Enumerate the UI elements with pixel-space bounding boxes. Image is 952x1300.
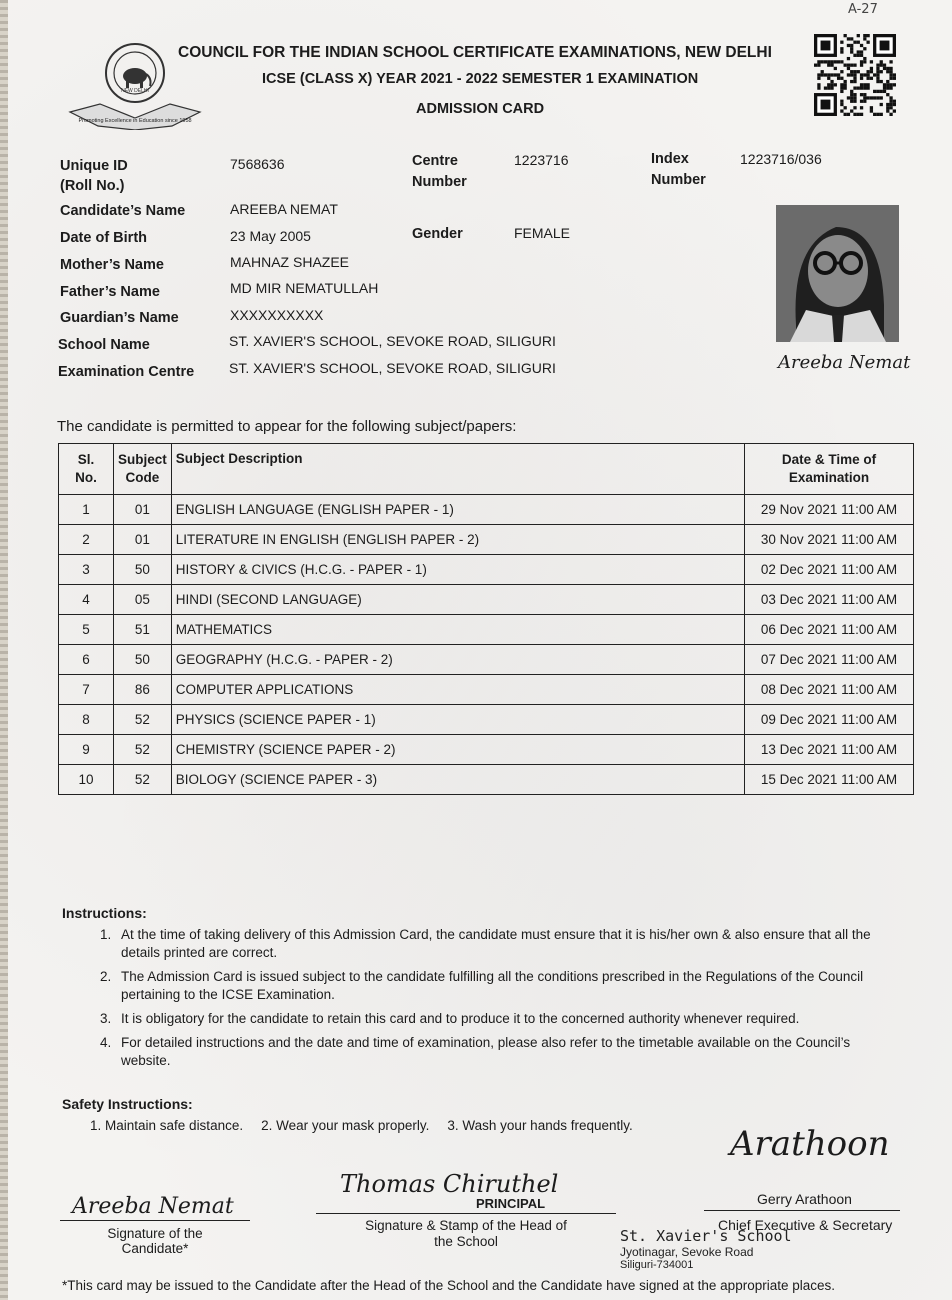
instruction-item: 3. It is obligatory for the candidate to retain this card and to produce it to the concerned authority whenever required. [115,1010,892,1028]
exam-date-cell: 29 Nov 2021 11:00 AM [745,495,914,525]
exam-date-cell: 02 Dec 2021 11:00 AM [745,555,914,585]
secretary-title: Chief Executive & Secretary [718,1217,893,1233]
index-number-value: 1223716/036 [740,151,822,167]
secretary-name: Gerry Arathoon [757,1191,852,1207]
exam-date-cell: 30 Nov 2021 11:00 AM [745,525,914,555]
guardian-name-value: XXXXXXXXXX [230,307,324,323]
safety-item: 3. Wash your hands frequently. [447,1118,633,1133]
subject-code-cell: 52 [114,735,172,765]
safety-item: 1. Maintain safe distance. [90,1118,244,1133]
table-row [59,705,914,735]
safety-item: 2. Wear your mask properly. [261,1118,430,1133]
exam-date-cell: 15 Dec 2021 11:00 AM [745,765,914,795]
school-stamp-city: Siliguri-734001 [620,1259,694,1271]
safety-section [62,1096,633,1133]
exam-date-cell: 13 Dec 2021 11:00 AM [745,735,914,765]
subjects-intro: The candidate is permitted to appear for the following subject/papers: [57,418,517,435]
subject-description-cell: PHYSICS (SCIENCE PAPER - 1) [171,705,744,735]
subject-description-cell: GEOGRAPHY (H.C.G. - PAPER - 2) [171,645,744,675]
table-row [59,555,914,585]
sl-no-cell: 1 [59,495,114,525]
svg-text:NEW DELHI: NEW DELHI [121,88,149,94]
sl-no-cell: 9 [59,735,114,765]
instruction-item: 4. For detailed instructions and the date and time of examination, please also refer to the timetable available on the Council’s website. [115,1034,892,1070]
candidate-name-value: AREEBA NEMAT [230,201,338,217]
subject-code-cell: 01 [114,525,172,555]
table-row [59,645,914,675]
table-row [59,675,914,705]
subjects-table [58,443,914,795]
instruction-item: 1. At the time of taking delivery of this Admission Card, the candidate must ensure that it is his/her own & also ensure that all the details printed are correct. [115,926,892,962]
sl-no-cell: 4 [59,585,114,615]
table-row [59,765,914,795]
subject-code-cell: 05 [114,585,172,615]
table-row [59,615,914,645]
subject-description-cell: HISTORY & CIVICS (H.C.G. - PAPER - 1) [171,555,744,585]
subject-description-cell: CHEMISTRY (SCIENCE PAPER - 2) [171,735,744,765]
subject-description-cell: BIOLOGY (SCIENCE PAPER - 3) [171,765,744,795]
centre-number-label: Number [412,174,467,190]
safety-title: Safety Instructions: [62,1096,193,1112]
index-label: Index [651,151,689,167]
qr-code [812,34,898,116]
council-name: COUNCIL FOR THE INDIAN SCHOOL CERTIFICATE EXAMINATIONS, NEW DELHI [178,44,772,61]
mother-name-label: Mother’s Name [60,257,164,273]
header-date-time: Date & Time of Examination [745,444,914,495]
subject-code-cell: 50 [114,645,172,675]
subject-code-cell: 52 [114,765,172,795]
subject-code-cell: 86 [114,675,172,705]
document-title: ADMISSION CARD [416,101,545,117]
sl-no-cell: 6 [59,645,114,675]
exam-title: ICSE (CLASS X) YEAR 2021 - 2022 SEMESTER 1 EXAMINATION [262,71,699,87]
candidate-name-label: Candidate’s Name [60,203,186,219]
reference-mark: A-27 [848,2,878,17]
school-name-value: ST. XAVIER'S SCHOOL, SEVOKE ROAD, SILIGURI [229,333,556,349]
mother-name-value: MAHNAZ SHAZEE [230,254,350,270]
secretary-signature-line [704,1210,900,1211]
table-header-row [59,444,914,495]
school-stamp [620,1228,792,1272]
dob-value: 23 May 2005 [230,228,311,244]
candidate-signature-caption: Signature of the Candidate* [107,1226,203,1256]
subject-description-cell: HINDI (SECOND LANGUAGE) [171,585,744,615]
head-signature-caption-block [316,1218,616,1250]
candidate-photo [776,205,899,342]
exam-date-cell: 09 Dec 2021 11:00 AM [745,705,914,735]
scan-edge [0,0,8,1300]
head-signature-caption-2: the School [434,1234,498,1249]
subject-description-cell: ENGLISH LANGUAGE (ENGLISH PAPER - 1) [171,495,744,525]
photo-signature: Areeba Nemat [778,352,911,373]
table-row [59,495,914,525]
centre-number-value: 1223716 [514,152,569,168]
index-number-label: Number [651,172,706,188]
sl-no-cell: 2 [59,525,114,555]
centre-label: Centre [412,153,458,169]
school-stamp-name: St. Xavier's School [620,1227,792,1245]
sl-no-cell: 5 [59,615,114,645]
subject-description-cell: MATHEMATICS [171,615,744,645]
sl-no-cell: 3 [59,555,114,585]
table-row [59,735,914,765]
footnote: *This card may be issued to the Candidate after the Head of the School and the Candidate have signed at the appropriate places. [62,1278,836,1293]
svg-text:Promoting Excellence in Educat: Promoting Excellence in Education since 1958 [78,118,192,124]
instructions-section [62,904,892,1076]
instruction-item: 2. The Admission Card is issued subject to the candidate fulfilling all the conditions prescribed in the Regulations of the Council pertaining to the ICSE Examination. [115,968,892,1004]
exam-date-cell: 06 Dec 2021 11:00 AM [745,615,914,645]
school-name-label: School Name [58,337,150,353]
exam-date-cell: 03 Dec 2021 11:00 AM [745,585,914,615]
subject-description-cell: COMPUTER APPLICATIONS [171,675,744,705]
roll-no-label: (Roll No.) [60,178,125,194]
exam-date-cell: 07 Dec 2021 11:00 AM [745,645,914,675]
sl-no-cell: 7 [59,675,114,705]
dob-label: Date of Birth [60,230,147,246]
exam-date-cell: 08 Dec 2021 11:00 AM [745,675,914,705]
father-name-label: Father’s Name [60,284,160,300]
head-signature-line [316,1213,616,1214]
subject-code-cell: 51 [114,615,172,645]
qr-code-icon [812,34,898,116]
unique-id-value: 7568636 [230,156,285,172]
table-row [59,585,914,615]
stamp-principal: PRINCIPAL [476,1196,546,1211]
subject-code-cell: 52 [114,705,172,735]
school-stamp-address: Jyotinagar, Sevoke Road [620,1245,754,1259]
candidate-signature-line [60,1220,250,1221]
subject-description-cell: LITERATURE IN ENGLISH (ENGLISH PAPER - 2) [171,525,744,555]
gender-label: Gender [412,226,463,242]
sl-no-cell: 8 [59,705,114,735]
subject-code-cell: 01 [114,495,172,525]
instructions-title: Instructions: [62,905,147,921]
exam-centre-label: Examination Centre [58,364,195,380]
header-subject-description: Subject Description [171,444,744,495]
gender-value: FEMALE [514,225,571,241]
sl-no-cell: 10 [59,765,114,795]
secretary-signature: Arathoon [730,1124,890,1164]
header-subject-code: Subject Code [114,444,172,495]
candidate-signature: Areeba Nemat [72,1194,234,1219]
table-row [59,525,914,555]
father-name-value: MD MIR NEMATULLAH [230,280,379,296]
head-signature-caption: Signature & Stamp of the Head of [365,1218,567,1233]
head-signature: Thomas Chiruthel [340,1170,559,1198]
exam-centre-value: ST. XAVIER'S SCHOOL, SEVOKE ROAD, SILIGURI [229,360,556,376]
guardian-name-label: Guardian’s Name [60,310,179,326]
subject-code-cell: 50 [114,555,172,585]
unique-id-label: Unique ID [60,158,128,174]
header-sl-no: Sl. No. [59,444,114,495]
